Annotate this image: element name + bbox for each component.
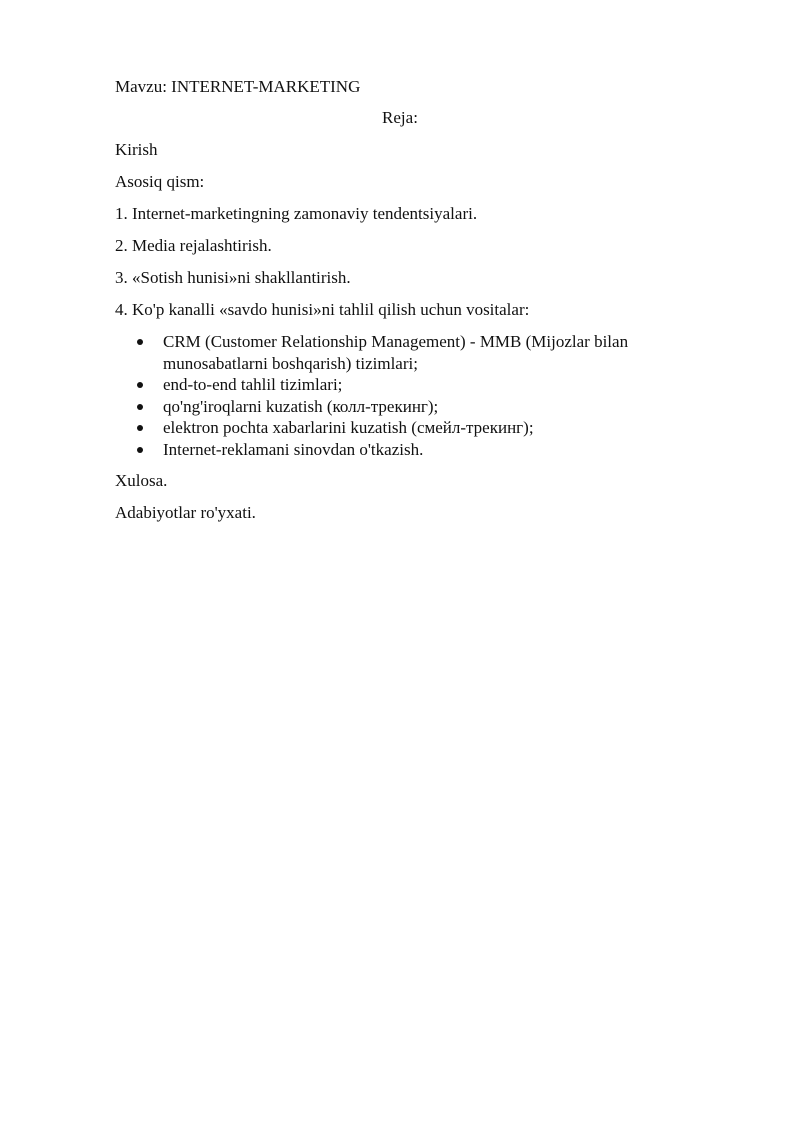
plan-item-2: 2. Media rejalashtirish. bbox=[115, 236, 272, 255]
conclusion-line: Xulosa. bbox=[115, 471, 168, 490]
bullet-icon bbox=[137, 339, 143, 345]
list-item bbox=[115, 374, 685, 396]
bullet-text: elektron pochta xabarlarini kuzatish (смейл-трекинг); bbox=[163, 418, 534, 437]
bullet-icon bbox=[137, 382, 143, 388]
plan-heading: Reja: bbox=[382, 108, 418, 127]
bullet-text: qo'ng'iroqlarni kuzatish (колл-трекинг); bbox=[163, 396, 439, 416]
document-page bbox=[115, 76, 685, 534]
document-title: Mavzu: INTERNET-MARKETING bbox=[115, 77, 361, 96]
list-item bbox=[115, 439, 685, 461]
main-part-line: Asosiq qism: bbox=[115, 172, 205, 191]
list-item bbox=[115, 417, 685, 439]
plan-item-3: 3. «Sotish hunisi»ni shakllantirish. bbox=[115, 268, 351, 287]
list-item bbox=[115, 331, 685, 374]
intro-line: Kirish bbox=[115, 140, 158, 159]
plan-item-1: 1. Internet-marketingning zamonaviy tendentsiyalari. bbox=[115, 204, 478, 223]
plan-item-4: 4. Ko'p kanalli «savdo hunisi»ni tahlil qilish uchun vositalar: bbox=[115, 300, 530, 319]
tools-bullet-list bbox=[115, 331, 685, 460]
bullet-icon bbox=[137, 425, 143, 431]
list-item bbox=[115, 396, 685, 418]
bullet-text: end-to-end tahlil tizimlari; bbox=[163, 375, 343, 394]
bullet-icon bbox=[137, 404, 143, 410]
bullet-text: Internet-reklamani sinovdan o'tkazish. bbox=[163, 439, 424, 459]
bullet-text: CRM (Customer Relationship Management) - MMB (Mijozlar bilan munosabatlarni boshqarish) tizimlari; bbox=[163, 332, 629, 373]
bullet-icon bbox=[137, 447, 143, 453]
references-line: Adabiyotlar ro'yxati. bbox=[115, 503, 256, 522]
